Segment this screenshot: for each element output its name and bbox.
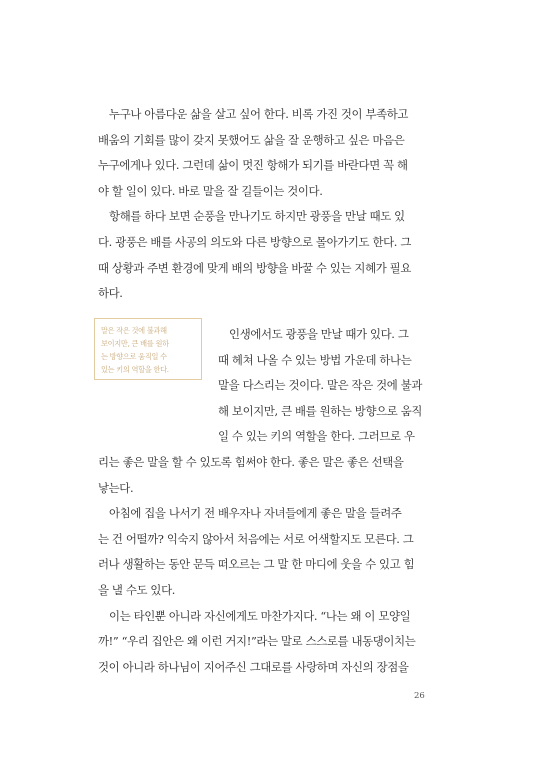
text-line: 하다. xyxy=(98,286,123,301)
text-line: 낳는다. xyxy=(98,480,134,495)
page-number: 26 xyxy=(414,691,425,701)
text-line: 이는 타인뿐 아니라 자신에게도 마찬가지다. “나는 왜 이 모양일 xyxy=(98,608,411,623)
text-line: 야 할 일이 있다. 바로 말을 잘 길들이는 것이다. xyxy=(98,183,323,198)
text-line: 일 수 있는 키의 역할을 한다. 그러므로 우 xyxy=(218,429,415,444)
pull-quote-line: 있는 키의 역할을 한다. xyxy=(101,365,169,374)
text-line: 누구에게나 있다. 그런데 삶이 멋진 항해가 되기를 바란다면 꼭 해 xyxy=(98,158,408,173)
text-line: 아침에 집을 나서기 전 배우자나 자녀들에게 좋은 말을 들려주 xyxy=(98,506,402,521)
text-line: 러나 생활하는 동안 문득 떠오르는 그 말 한 마디에 웃을 수 있고 힘 xyxy=(98,557,415,572)
text-line: 리는 좋은 말을 할 수 있도록 힘써야 한다. 좋은 말은 좋은 선택을 xyxy=(98,455,404,469)
text-line: 때 상황과 주변 환경에 맞게 배의 방향을 바꿀 수 있는 지혜가 필요 xyxy=(98,260,411,275)
text-line: 때 헤쳐 나올 수 있는 방법 가운데 하나는 xyxy=(218,352,412,367)
pull-quote-box xyxy=(94,318,202,380)
text-line: 배움의 기회를 많이 갖지 못했어도 삶을 잘 운행하고 싶은 마음은 xyxy=(98,132,405,147)
body-text-top xyxy=(98,102,460,307)
text-line: 누구나 아름다운 삶을 살고 싶어 한다. 비록 가진 것이 부족하고 xyxy=(98,107,409,121)
text-line: 는 건 어떨까? 익숙지 않아서 처음에는 서로 어색할지도 모른다. 그 xyxy=(98,531,414,546)
text-line: 것이 아니라 하나님이 지어주신 그대로를 사랑하며 자신의 장점을 xyxy=(98,659,409,674)
body-text-bottom xyxy=(98,450,460,680)
pull-quote-line: 말은 작은 것에 불과해 xyxy=(101,326,167,335)
pull-quote-line: 보이지만, 큰 배를 원하 xyxy=(101,339,169,348)
body-text-wrapped xyxy=(218,322,460,450)
text-line: 인생에서도 광풍을 만날 때가 있다. 그 xyxy=(218,327,409,341)
text-line: 항해를 하다 보면 순풍을 만나기도 하지만 광풍을 만날 때도 있 xyxy=(98,209,405,224)
text-line: 말을 다스리는 것이다. 말은 작은 것에 불과 xyxy=(218,378,423,393)
text-line: 까!” “우리 집안은 왜 이런 거지!”라는 말로 스스로를 내동댕이치는 xyxy=(98,634,416,649)
text-line: 해 보이지만, 큰 배를 원하는 방향으로 움직 xyxy=(218,403,423,418)
text-line: 을 낼 수도 있다. xyxy=(98,582,176,597)
text-line: 다. 광풍은 배를 사공의 의도와 다른 방향으로 몰아가기도 한다. 그 xyxy=(98,234,411,249)
pull-quote-line: 는 방향으로 움직일 수 xyxy=(101,352,167,361)
